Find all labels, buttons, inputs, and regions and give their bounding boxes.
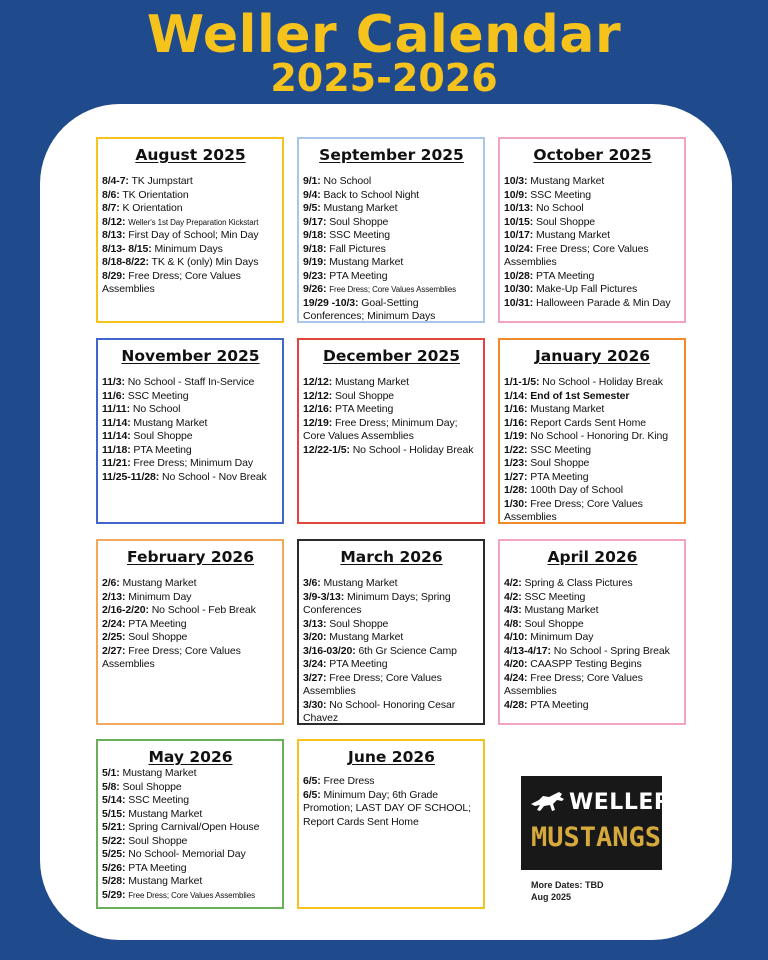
- event-text: Minimum Days; Spring Conferences: [303, 590, 451, 616]
- event-item: [303, 202, 480, 216]
- event-date: 5/22:: [102, 834, 126, 847]
- event-text: No School - Spring Break: [553, 644, 670, 657]
- horse-icon: [529, 790, 569, 814]
- event-date: 1/27:: [504, 470, 528, 483]
- event-item: [303, 618, 480, 632]
- event-item: [504, 471, 681, 485]
- event-text: TK Jumpstart: [131, 175, 193, 187]
- event-item: [102, 618, 279, 632]
- event-text: SSC Meeting: [128, 794, 190, 806]
- event-text: Report Cards Sent Home: [530, 416, 646, 429]
- event-date: 9/18:: [303, 229, 327, 241]
- event-text: K Orientation: [122, 202, 183, 214]
- event-text: 6th Gr Science Camp: [358, 644, 457, 657]
- event-date: 10/24:: [504, 242, 534, 255]
- event-text: Free Dress; Core Values Assemblies: [102, 269, 241, 295]
- event-item: [504, 645, 681, 659]
- event-list: [303, 577, 480, 726]
- event-item: [504, 390, 681, 404]
- logo-weller-text: WELLER: [569, 790, 672, 815]
- event-item: [102, 175, 279, 189]
- event-date: 3/13:: [303, 617, 327, 630]
- event-date: 5/25:: [102, 848, 126, 860]
- event-item: [102, 390, 279, 404]
- event-list: [303, 775, 480, 829]
- month-card: [96, 338, 284, 524]
- event-text: Soul Shoppe: [329, 617, 389, 630]
- event-item: [102, 591, 279, 605]
- event-date: 11/3:: [102, 376, 125, 388]
- event-text: Free Dress; Minimum Day; Core Values Assemblies: [303, 416, 458, 442]
- event-text: No School - Holiday Break: [352, 443, 474, 456]
- event-date: 10/30:: [504, 283, 534, 295]
- event-date: 3/27:: [303, 671, 327, 684]
- event-date: 8/13:: [102, 229, 126, 241]
- event-date: 19/29 -10/3:: [303, 296, 359, 309]
- event-date: 6/5:: [303, 788, 321, 801]
- event-item: [102, 403, 279, 417]
- event-text: Soul Shoppe: [128, 631, 188, 643]
- event-text: Mustang Market: [335, 376, 409, 388]
- more-dates-note: [531, 880, 604, 903]
- month-title: August 2025: [135, 146, 246, 164]
- month-title: February 2026: [127, 548, 254, 566]
- event-item: [102, 376, 279, 390]
- month-title: December 2025: [322, 347, 461, 365]
- event-text: Spring & Class Pictures: [524, 577, 633, 589]
- event-date: 10/9:: [504, 188, 528, 201]
- event-list: [504, 577, 681, 712]
- event-item: [102, 645, 279, 672]
- school-logo: [521, 776, 672, 870]
- event-date: 1/14:: [504, 389, 528, 402]
- event-text: Minimum Day: [128, 590, 192, 603]
- event-item: [303, 658, 480, 672]
- event-text: Soul Shoppe: [524, 617, 584, 630]
- event-date: 8/4-7:: [102, 175, 129, 187]
- event-item: [102, 631, 279, 645]
- event-item: [102, 781, 279, 795]
- event-item: [102, 862, 279, 876]
- event-item: [102, 202, 279, 216]
- event-date: 10/3:: [504, 175, 528, 187]
- event-text: Mustang Market: [329, 256, 404, 268]
- event-text: SSC Meeting: [127, 389, 189, 402]
- month-card: [297, 539, 485, 725]
- event-item: [504, 403, 681, 417]
- event-date: 8/12:: [102, 215, 126, 228]
- event-text: 100th Day of School: [530, 484, 623, 496]
- event-text: No School - Honoring Dr. King: [530, 430, 669, 442]
- event-text: Free Dress; Core Values Assemblies: [504, 497, 643, 523]
- event-list: [102, 376, 279, 484]
- event-text: PTA Meeting: [335, 403, 394, 415]
- event-date: 1/22:: [504, 443, 528, 456]
- event-date: 5/28:: [102, 875, 126, 887]
- event-date: 8/7:: [102, 202, 120, 214]
- event-date: 9/18:: [303, 242, 327, 255]
- event-date: 5/26:: [102, 861, 126, 874]
- event-date: 4/24:: [504, 671, 528, 684]
- event-date: 9/17:: [303, 215, 327, 228]
- event-text: Soul Shoppe: [133, 430, 193, 442]
- event-date: 9/19:: [303, 256, 327, 268]
- event-item: [102, 821, 279, 835]
- event-item: [504, 283, 681, 297]
- event-item: [303, 216, 480, 230]
- event-item: [504, 270, 681, 284]
- event-item: [504, 577, 681, 591]
- logo-mustangs-text: MUSTANGS: [531, 822, 662, 853]
- event-list: [102, 767, 279, 902]
- event-item: [303, 390, 480, 404]
- event-date: 11/25-11/28:: [102, 470, 160, 483]
- event-item: [504, 417, 681, 431]
- event-item: [303, 444, 480, 458]
- event-date: 5/1:: [102, 767, 120, 779]
- event-item: [303, 577, 480, 591]
- event-item: [102, 256, 279, 270]
- event-text: Soul Shoppe: [329, 215, 389, 228]
- event-item: [504, 175, 681, 189]
- month-card: [96, 137, 284, 323]
- event-date: 10/31:: [504, 296, 534, 309]
- month-card: [498, 539, 686, 725]
- event-item: [504, 498, 681, 525]
- event-date: 9/1:: [303, 175, 321, 187]
- event-item: [102, 457, 279, 471]
- event-text: PTA Meeting: [329, 269, 388, 282]
- event-date: 8/29:: [102, 269, 126, 282]
- month-title: May 2026: [148, 748, 233, 766]
- event-text: PTA Meeting: [530, 698, 589, 711]
- event-date: 4/2:: [504, 590, 522, 603]
- event-text: Spring Carnival/Open House: [128, 821, 260, 833]
- event-text: Soul Shoppe: [128, 834, 188, 847]
- event-date: 10/17:: [504, 229, 534, 241]
- event-date: 9/26:: [303, 283, 327, 295]
- event-text: Soul Shoppe: [530, 457, 590, 469]
- event-date: 4/10:: [504, 631, 528, 643]
- month-card: [498, 137, 686, 323]
- event-date: 3/30:: [303, 698, 327, 711]
- event-date: 9/23:: [303, 269, 327, 282]
- event-date: 2/6:: [102, 577, 120, 589]
- event-text: Mustang Market: [122, 577, 197, 589]
- event-date: 1/1-1/5:: [504, 376, 540, 388]
- page-title: Weller Calendar: [146, 5, 622, 65]
- event-item: [303, 229, 480, 243]
- event-date: 11/21:: [102, 457, 131, 469]
- event-text: SSC Meeting: [524, 590, 586, 603]
- event-text: Make-Up Fall Pictures: [536, 283, 638, 295]
- event-item: [504, 202, 681, 216]
- event-item: [303, 270, 480, 284]
- event-item: [504, 618, 681, 632]
- event-text: Halloween Parade & Min Day: [536, 296, 671, 309]
- event-text: Free Dress; Core Values Assemblies: [303, 671, 442, 697]
- month-title: April 2026: [547, 548, 638, 566]
- event-item: [303, 631, 480, 645]
- event-item: [303, 591, 480, 618]
- event-date: 1/28:: [504, 484, 528, 496]
- event-item: [102, 808, 279, 822]
- event-date: 3/24:: [303, 658, 327, 670]
- event-item: [504, 699, 681, 713]
- event-date: 2/24:: [102, 617, 126, 630]
- event-date: 1/23:: [504, 457, 528, 469]
- event-text: Soul Shoppe: [122, 780, 182, 793]
- event-item: [504, 484, 681, 498]
- event-item: [102, 216, 279, 230]
- month-title: October 2025: [533, 146, 652, 164]
- event-date: 1/19:: [504, 430, 528, 442]
- event-text: PTA Meeting: [530, 470, 589, 483]
- event-list: [303, 175, 480, 324]
- event-list: [504, 175, 681, 310]
- event-text: No School: [132, 403, 181, 415]
- event-item: [102, 875, 279, 889]
- month-title: September 2025: [319, 146, 464, 164]
- month-title: June 2026: [348, 748, 435, 766]
- event-date: 5/15:: [102, 807, 126, 820]
- event-text: Mustang Market: [530, 175, 605, 187]
- event-item: [504, 604, 681, 618]
- event-date: 3/9-3/13:: [303, 590, 345, 603]
- event-text: SSC Meeting: [530, 188, 592, 201]
- event-text: TK & K (only) Min Days: [151, 256, 259, 268]
- event-item: [102, 471, 279, 485]
- event-date: 1/30:: [504, 497, 528, 510]
- event-item: [504, 376, 681, 390]
- event-item: [303, 417, 480, 444]
- event-text: Mustang Market: [128, 807, 203, 820]
- event-item: [102, 577, 279, 591]
- event-date: 11/6:: [102, 389, 125, 402]
- event-item: [303, 699, 480, 726]
- event-text: No School - Feb Break: [151, 604, 256, 616]
- event-date: 1/16:: [504, 403, 528, 415]
- event-text: PTA Meeting: [128, 861, 187, 874]
- event-list: [504, 376, 681, 525]
- event-text: Free Dress; Core Values Assemblies: [128, 890, 255, 900]
- event-item: [102, 604, 279, 618]
- event-date: 12/22-1/5:: [303, 443, 350, 456]
- event-date: 12/19:: [303, 416, 333, 429]
- event-text: No School - Staff In-Service: [127, 376, 255, 388]
- event-text: Minimum Days: [154, 242, 223, 255]
- event-text: PTA Meeting: [536, 269, 595, 282]
- more-dates-line1: More Dates: TBD: [531, 880, 604, 890]
- event-text: Mustang Market: [524, 604, 599, 616]
- event-item: [102, 229, 279, 243]
- event-text: No School: [323, 175, 372, 187]
- event-text: Soul Shoppe: [335, 389, 395, 402]
- event-text: Free Dress; Core Values Assemblies: [504, 242, 649, 268]
- event-date: 1/16:: [504, 416, 528, 429]
- event-date: 3/16-03/20:: [303, 644, 356, 657]
- event-list: [102, 577, 279, 672]
- event-date: 5/8:: [102, 780, 120, 793]
- event-text: Back to School Night: [323, 188, 419, 201]
- event-item: [504, 243, 681, 270]
- event-date: 11/18:: [102, 443, 131, 456]
- event-item: [102, 270, 279, 297]
- event-date: 3/6:: [303, 577, 321, 589]
- event-text: Mustang Market: [329, 631, 404, 643]
- event-text: PTA Meeting: [128, 617, 187, 630]
- event-text: Mustang Market: [133, 416, 208, 429]
- event-item: [102, 430, 279, 444]
- month-title: January 2026: [534, 347, 651, 365]
- event-text: CAASPP Testing Begins: [530, 658, 642, 670]
- event-text: Free Dress; Core Values Assemblies: [329, 285, 456, 294]
- event-text: Free Dress: [323, 775, 375, 787]
- event-item: [303, 645, 480, 659]
- event-item: [303, 256, 480, 270]
- event-date: 11/14:: [102, 416, 131, 429]
- event-item: [504, 672, 681, 699]
- event-date: 9/4:: [303, 188, 321, 201]
- event-text: No School - Holiday Break: [542, 376, 663, 388]
- event-text: SSC Meeting: [329, 229, 391, 241]
- event-item: [504, 631, 681, 645]
- event-text: Free Dress; Core Values Assemblies: [102, 644, 241, 670]
- event-text: End of 1st Semester: [530, 389, 630, 402]
- event-date: 8/18-8/22:: [102, 256, 149, 268]
- event-item: [303, 672, 480, 699]
- event-text: Free Dress; Minimum Day: [133, 457, 254, 469]
- event-text: Free Dress; Core Values Assemblies: [504, 671, 643, 697]
- event-date: 4/13-4/17:: [504, 644, 551, 657]
- event-item: [303, 243, 480, 257]
- event-date: 10/28:: [504, 269, 534, 282]
- event-item: [303, 283, 480, 297]
- event-text: No School- Memorial Day: [128, 848, 246, 860]
- event-item: [504, 591, 681, 605]
- event-text: Mustang Market: [122, 767, 197, 779]
- event-list: [102, 175, 279, 297]
- event-text: PTA Meeting: [133, 443, 192, 456]
- event-text: No School- Honoring Cesar Chavez: [303, 698, 456, 724]
- event-date: 2/27:: [102, 644, 126, 657]
- event-date: 10/15:: [504, 215, 534, 228]
- event-item: [303, 297, 480, 324]
- event-date: 4/2:: [504, 577, 522, 589]
- event-item: [303, 376, 480, 390]
- event-date: 8/13- 8/15:: [102, 242, 152, 255]
- event-date: 4/8:: [504, 617, 522, 630]
- event-text: PTA Meeting: [329, 658, 388, 670]
- event-date: 8/6:: [102, 188, 120, 201]
- event-item: [504, 444, 681, 458]
- event-item: [102, 189, 279, 203]
- event-date: 12/16:: [303, 403, 333, 415]
- event-text: Weller's 1st Day Preparation Kickstart: [128, 217, 259, 227]
- event-date: 4/28:: [504, 698, 528, 711]
- event-item: [504, 457, 681, 471]
- month-card: [297, 137, 485, 323]
- event-item: [303, 789, 480, 830]
- month-title: March 2026: [340, 548, 443, 566]
- event-date: 12/12:: [303, 376, 333, 388]
- event-text: No School: [536, 202, 584, 214]
- event-date: 10/13:: [504, 202, 534, 214]
- event-item: [303, 175, 480, 189]
- event-text: First Day of School; Min Day: [128, 229, 259, 241]
- event-item: [504, 658, 681, 672]
- month-card: [96, 739, 284, 909]
- event-date: 2/13:: [102, 590, 126, 603]
- event-date: 5/29:: [102, 888, 126, 901]
- event-date: 12/12:: [303, 389, 333, 402]
- event-list: [303, 376, 480, 457]
- event-date: 5/14:: [102, 794, 126, 806]
- event-date: 11/14:: [102, 430, 131, 442]
- event-text: Fall Pictures: [329, 242, 386, 255]
- event-item: [102, 767, 279, 781]
- month-card: [96, 539, 284, 725]
- event-item: [504, 297, 681, 311]
- event-item: [504, 229, 681, 243]
- event-item: [102, 794, 279, 808]
- event-text: Mustang Market: [323, 577, 398, 589]
- event-text: Mustang Market: [128, 875, 203, 887]
- event-text: Mustang Market: [530, 403, 605, 415]
- event-item: [504, 430, 681, 444]
- event-item: [102, 848, 279, 862]
- month-card: [297, 739, 485, 909]
- event-text: Minimum Day: [530, 631, 594, 643]
- event-item: [102, 417, 279, 431]
- event-date: 4/3:: [504, 604, 522, 616]
- event-text: Soul Shoppe: [536, 215, 596, 228]
- month-card: [297, 338, 485, 524]
- event-date: 6/5:: [303, 775, 321, 787]
- event-date: 3/20:: [303, 631, 327, 643]
- event-date: 2/16-2/20:: [102, 604, 149, 616]
- more-dates-line2: Aug 2025: [531, 891, 572, 902]
- event-date: 5/21:: [102, 821, 126, 833]
- event-item: [303, 189, 480, 203]
- event-date: 11/11:: [102, 403, 131, 415]
- event-item: [102, 889, 279, 903]
- event-date: 2/25:: [102, 631, 126, 643]
- event-text: Goal-Setting Conferences; Minimum Days: [303, 296, 436, 322]
- event-item: [102, 444, 279, 458]
- event-text: SSC Meeting: [530, 443, 592, 456]
- event-text: Mustang Market: [536, 229, 610, 241]
- event-item: [102, 835, 279, 849]
- event-item: [102, 243, 279, 257]
- event-text: Minimum Day; 6th Grade Promotion; LAST DAY OF SCHOOL; Report Cards Sent Home: [303, 788, 471, 828]
- month-title: November 2025: [121, 347, 260, 365]
- event-date: 4/20:: [504, 658, 528, 670]
- event-item: [504, 216, 681, 230]
- page-subtitle: 2025-2026: [270, 56, 498, 100]
- event-text: Mustang Market: [323, 202, 398, 214]
- event-text: TK Orientation: [122, 188, 189, 201]
- event-item: [303, 775, 480, 789]
- month-card: [498, 338, 686, 524]
- event-date: 9/5:: [303, 202, 321, 214]
- event-item: [303, 403, 480, 417]
- event-item: [504, 189, 681, 203]
- event-text: No School - Nov Break: [162, 470, 267, 483]
